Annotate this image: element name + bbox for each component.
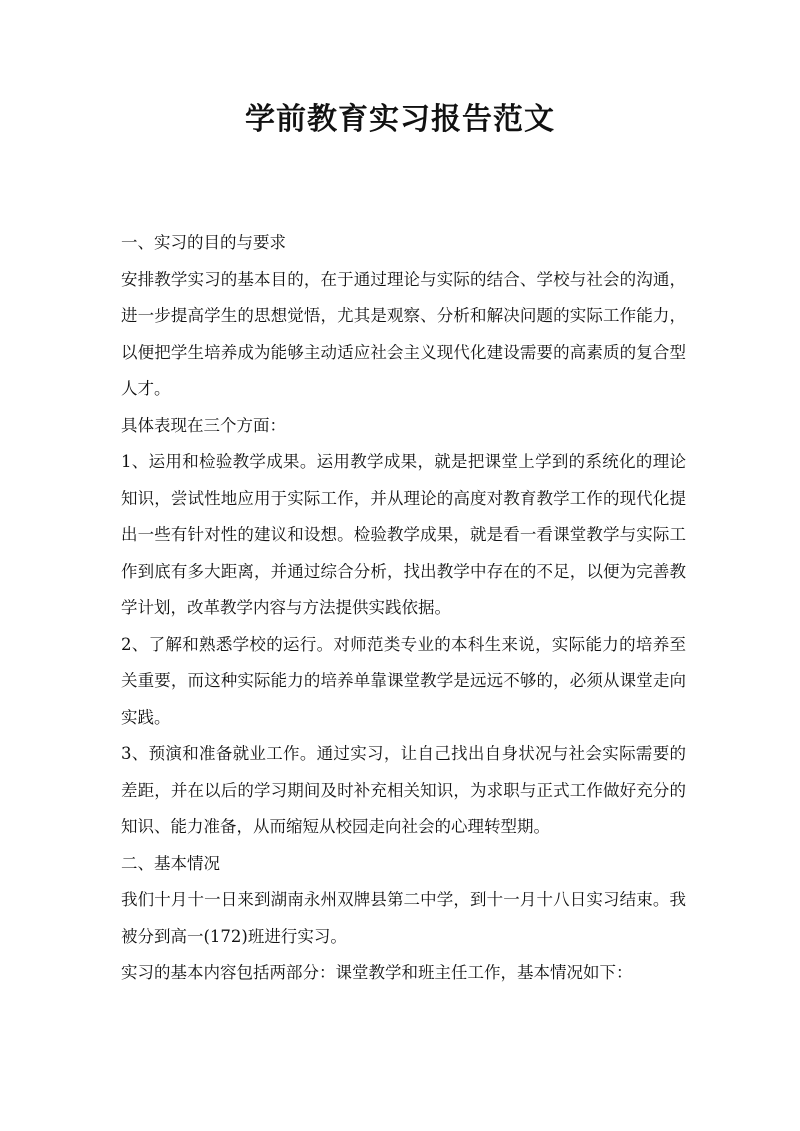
list-item-2: 2、了解和熟悉学校的运行。对师范类专业的本科生来说，实际能力的培养至关重要，而这种实际能力的培养单靠课堂教学是远远不够的，必须从课堂走向实践。 <box>121 634 686 727</box>
section-heading-2: 二、基本情况 <box>121 853 220 873</box>
body-paragraph: 实习的基本内容包括两部分：课堂教学和班主任工作，基本情况如下： <box>121 963 633 982</box>
section-heading-1: 一、实习的目的与要求 <box>121 233 286 252</box>
page-title: 学前教育实习报告范文 <box>245 102 555 137</box>
list-item-1: 1、运用和检验教学成果。运用教学成果，就是把课堂上学到的系统化的理论知识，尝试性地应用于实际工作，并从理论的高度对教育教学工作的现代化提出一些有针对性的建议和设想。检验教学成果，就是看一看课堂教学与实际工作到底有多大距离，并通过综合分析，找出教学中存在的不足，以便为完善教学计划，改革教学内容与方法提供实践依据。 <box>121 452 686 617</box>
body-paragraph: 我们十月十一日来到湖南永州双牌县第二中学，到十一月十八日实习结束。我被分到高一(172)班进行实习。 <box>121 890 686 946</box>
body-paragraph: 具体表现在三个方面： <box>121 415 286 435</box>
body-paragraph: 安排教学实习的基本目的，在于通过理论与实际的结合、学校与社会的沟通，进一步提高学生的思想觉悟，尤其是观察、分析和解决问题的实际工作能力，以便把学生培养成为能够主动适应社会主义现代化建设需要的高素质的复合型人才。 <box>121 269 686 398</box>
list-item-3: 3、预演和准备就业工作。通过实习，让自己找出自身状况与社会实际需要的差距，并在以后的学习期间及时补充相关知识，为求职与正式工作做好充分的知识、能力准备，从而缩短从校园走向社会的心理转型期。 <box>121 744 686 836</box>
document-body <box>121 225 686 992</box>
